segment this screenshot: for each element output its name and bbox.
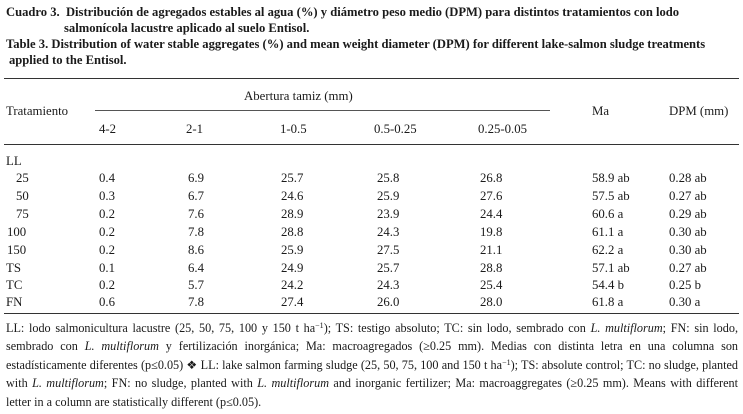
cell-1-0.5: 28.8 [281, 225, 304, 239]
row-label: TC [6, 278, 23, 292]
cell-ma: 57.1 ab [592, 261, 630, 275]
header-sieve-group: Abertura tamiz (mm) [244, 89, 353, 103]
caption-en-text: Distribution of water stable aggregates (%) and mean weight diameter (DPM) for different lake-salmon sludge treatments [51, 37, 706, 51]
cell-4-2: 0.2 [99, 225, 115, 239]
cell-2-1: 6.7 [188, 189, 204, 203]
cell-0.25-0.05: 19.8 [480, 225, 503, 239]
cell-1-0.5: 25.7 [281, 171, 304, 185]
cell-4-2: 0.2 [99, 207, 115, 221]
row-label: FN [6, 295, 23, 309]
cell-1-0.5: 24.2 [281, 278, 304, 292]
cell-2-1: 6.4 [188, 261, 204, 275]
cell-4-2: 0.2 [99, 243, 115, 257]
cell-dpm: 0.30 ab [669, 225, 707, 239]
cell-dpm: 0.25 b [669, 278, 701, 292]
cell-0.5-0.25: 23.9 [377, 207, 400, 221]
header-ma: Ma [592, 104, 610, 118]
row-label: 150 [7, 243, 27, 257]
header-sieve-2-1: 2-1 [186, 122, 204, 136]
cell-2-1: 8.6 [188, 243, 204, 257]
cell-2-1: 7.8 [188, 295, 204, 309]
row-label: 50 [16, 189, 29, 203]
header-sieve-1-0.5: 1-0.5 [280, 122, 307, 136]
cell-dpm: 0.28 ab [669, 171, 707, 185]
caption-en-line1 [6, 36, 738, 52]
cell-0.5-0.25: 25.7 [377, 261, 400, 275]
cell-0.25-0.05: 24.4 [480, 207, 503, 221]
cell-dpm: 0.30 ab [669, 243, 707, 257]
cell-0.5-0.25: 24.3 [377, 225, 400, 239]
row-label: 25 [16, 171, 29, 185]
cell-ma: 60.6 a [592, 207, 624, 221]
table-bottom-rule [4, 313, 739, 314]
cell-ma: 57.5 ab [592, 189, 630, 203]
cell-0.5-0.25: 24.3 [377, 278, 400, 292]
cell-2-1: 5.7 [188, 278, 204, 292]
cell-4-2: 0.2 [99, 278, 115, 292]
group-label-ll: LL [6, 154, 22, 168]
header-sieve-0.25-0.05: 0.25-0.05 [478, 122, 528, 136]
cell-dpm: 0.29 ab [669, 207, 707, 221]
cell-0.5-0.25: 26.0 [377, 295, 400, 309]
cell-0.25-0.05: 27.6 [480, 189, 503, 203]
caption-en-label: Table 3. [6, 37, 49, 51]
cell-1-0.5: 28.9 [281, 207, 304, 221]
table-top-rule [4, 78, 739, 79]
cell-1-0.5: 24.9 [281, 261, 304, 275]
caption-es-label: Cuadro 3. [6, 5, 60, 19]
cell-ma: 58.9 ab [592, 171, 630, 185]
group-header-rule [95, 110, 550, 111]
cell-0.25-0.05: 25.4 [480, 278, 503, 292]
caption-en-line2: applied to the Entisol. [9, 53, 127, 67]
row-label: 100 [7, 225, 27, 239]
header-bottom-rule [4, 144, 739, 145]
cell-0.25-0.05: 26.8 [480, 171, 503, 185]
cell-2-1: 7.6 [188, 207, 204, 221]
caption-es-line2: salmonícola lacustre aplicado al suelo Entisol. [64, 21, 310, 35]
cell-1-0.5: 25.9 [281, 243, 304, 257]
cell-4-2: 0.1 [99, 261, 115, 275]
cell-dpm: 0.27 ab [669, 261, 707, 275]
cell-dpm: 0.30 a [669, 295, 701, 309]
cell-0.25-0.05: 21.1 [480, 243, 503, 257]
cell-0.5-0.25: 25.9 [377, 189, 400, 203]
cell-0.25-0.05: 28.8 [480, 261, 503, 275]
cell-2-1: 6.9 [188, 171, 204, 185]
caption-es-text: Distribución de agregados estables al agua (%) y diámetro peso medio (DPM) para distintos tratamientos con lodo [65, 5, 680, 19]
header-sieve-4-2: 4-2 [99, 122, 117, 136]
caption-es-line1 [6, 4, 738, 20]
table-footnotes: LL: lodo salmonicultura lacustre (25, 50, 75, 100 y 150 t $ha^{-1}$); TS: testigo absoluto; TC: sin lodo, sembrado con L. multiflorum; FN: sin lodo, sembrado con L. multiflorum y fertilización inorgánica; Ma: macroagregados (≥0.25 mm). Medias con distinta letra en una columna son estadísticamente diferentes (p≤0.05) ❖ LL: lake salmon farming sludge (25, 50, 75, 100 and 150 t $ha^{-1}$); TS: absolute control; TC: no sludge, planted with L. multiflorum; FN: no sludge, planted with L. multiflorum and inorganic fertilizer; Ma: macroaggregates (≥0.25 mm). Means with different letter in a column are statistically different (p≤0.05). [6, 321, 739, 409]
header-treatment: Tratamiento [6, 104, 69, 118]
cell-2-1: 7.8 [188, 225, 204, 239]
cell-0.25-0.05: 28.0 [480, 295, 503, 309]
cell-ma: 62.2 a [592, 243, 624, 257]
cell-dpm: 0.27 ab [669, 189, 707, 203]
cell-ma: 61.1 a [592, 225, 624, 239]
row-label: 75 [16, 207, 29, 221]
cell-4-2: 0.4 [99, 171, 115, 185]
cell-1-0.5: 27.4 [281, 295, 304, 309]
cell-ma: 54.4 b [592, 278, 624, 292]
cell-ma: 61.8 a [592, 295, 624, 309]
table-caption [6, 4, 738, 68]
cell-1-0.5: 24.6 [281, 189, 304, 203]
cell-4-2: 0.6 [99, 295, 115, 309]
header-dpm: DPM (mm) [669, 104, 729, 118]
cell-0.5-0.25: 27.5 [377, 243, 400, 257]
cell-0.5-0.25: 25.8 [377, 171, 400, 185]
header-sieve-0.5-0.25: 0.5-0.25 [374, 122, 417, 136]
cell-4-2: 0.3 [99, 189, 115, 203]
row-label: TS [6, 261, 21, 275]
